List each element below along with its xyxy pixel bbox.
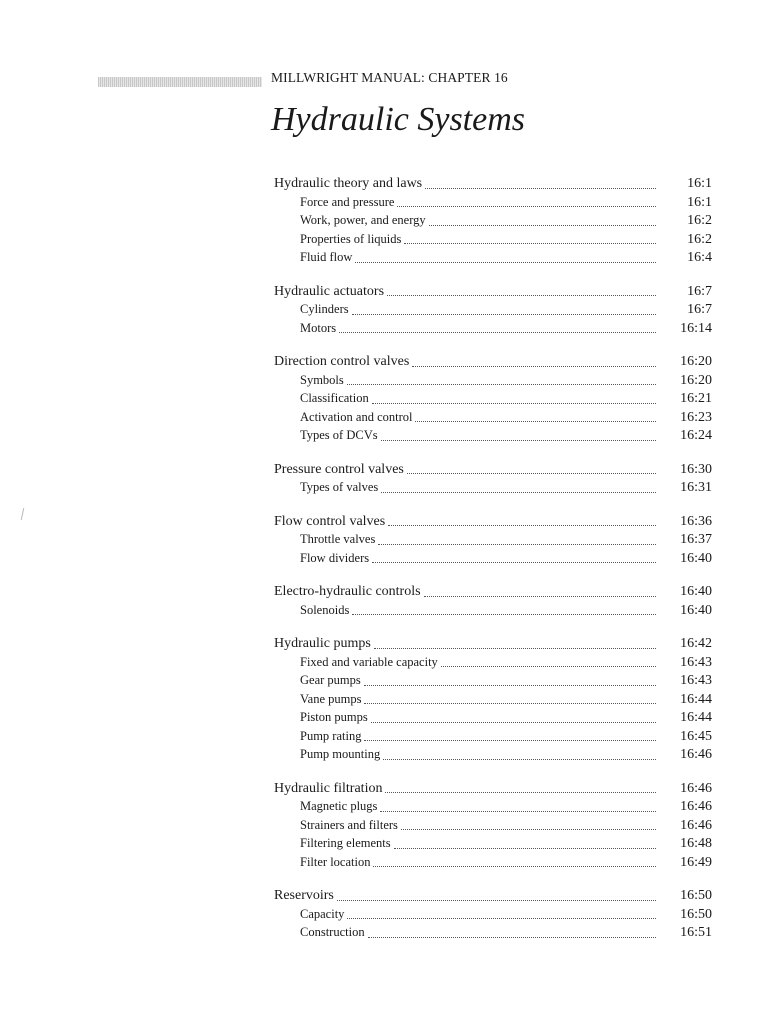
toc-section — [274, 514, 712, 570]
toc-entry — [274, 925, 712, 944]
toc-heading-page: 16:30 — [680, 461, 712, 477]
toc-entry — [274, 373, 712, 392]
dot-leader — [364, 703, 656, 704]
toc-entry-page: 16:43 — [680, 673, 712, 688]
dot-leader — [373, 866, 656, 867]
toc-heading-label: Electro-hydraulic controls — [274, 584, 421, 599]
toc-entry — [274, 836, 712, 855]
toc-entry-page: 16:49 — [680, 854, 712, 870]
toc-entry — [274, 551, 712, 570]
toc-entry — [274, 232, 712, 251]
toc-entry — [274, 250, 712, 269]
dot-leader — [394, 848, 656, 849]
toc-entry-page: 16:7 — [687, 302, 712, 317]
toc-entry-label: Symbols — [300, 372, 344, 387]
toc-entry-label: Throttle valves — [300, 532, 376, 546]
toc-entry — [274, 673, 712, 692]
toc-entry-page: 16:45 — [680, 728, 712, 744]
dot-leader — [364, 740, 656, 741]
toc-entry-page: 16:24 — [680, 428, 712, 443]
toc-entry-label: Capacity — [300, 906, 345, 921]
toc-entry — [274, 603, 712, 622]
dot-leader — [381, 492, 656, 493]
toc-section — [274, 284, 712, 340]
toc-heading-page: 16:42 — [680, 636, 712, 651]
toc-entry — [274, 729, 712, 748]
toc-entry-label: Vane pumps — [300, 691, 362, 706]
dot-leader — [355, 262, 656, 263]
toc-heading-label: Hydraulic actuators — [274, 283, 385, 299]
toc-entry — [274, 480, 712, 499]
toc-heading — [274, 584, 712, 603]
dot-leader — [425, 188, 656, 189]
toc-entry-label: Magnetic plugs — [300, 799, 378, 813]
toc-section — [274, 781, 712, 874]
dot-leader — [387, 295, 656, 296]
dot-leader — [441, 666, 656, 667]
toc-entry-label: Strainers and filters — [300, 817, 398, 832]
toc-entry — [274, 655, 712, 674]
toc-entry-page: 16:46 — [680, 817, 712, 833]
toc-section — [274, 354, 712, 447]
toc-heading-label: Pressure control valves — [274, 461, 404, 477]
toc-entry-label: Solenoids — [300, 602, 350, 617]
toc-entry — [274, 907, 712, 926]
series-header: MILLWRIGHT MANUAL: CHAPTER 16 — [271, 70, 508, 85]
toc-entry — [274, 195, 712, 214]
dot-leader — [429, 225, 656, 226]
toc-entry-label: Pump rating — [300, 728, 362, 743]
toc-entry-page: 16:2 — [687, 231, 712, 247]
toc-heading-page: 16:50 — [680, 888, 712, 903]
toc-entry — [274, 410, 712, 429]
toc-entry-page: 16:21 — [680, 391, 712, 406]
dot-leader — [385, 792, 656, 793]
dot-leader — [378, 544, 656, 545]
toc-entry — [274, 855, 712, 874]
toc-heading-label: Hydraulic theory and laws — [274, 176, 423, 191]
dot-leader — [397, 206, 656, 207]
toc-entry-label: Cylinders — [300, 302, 349, 316]
toc-entry-label: Properties of liquids — [300, 231, 402, 246]
toc-entry-page: 16:48 — [680, 836, 712, 851]
toc-entry — [274, 710, 712, 729]
dot-leader — [352, 314, 656, 315]
dot-leader — [364, 685, 656, 686]
toc-entry-label: Pump mounting — [300, 747, 381, 761]
toc-heading-label: Direction control valves — [274, 354, 410, 369]
toc-entry — [274, 321, 712, 340]
toc-heading-page: 16:46 — [680, 780, 712, 796]
toc-entry — [274, 428, 712, 447]
toc-heading — [274, 888, 712, 907]
toc-heading — [274, 284, 712, 303]
toc-entry-label: Flow dividers — [300, 550, 370, 565]
toc-entry-page: 16:51 — [680, 925, 712, 940]
toc-entry-label: Gear pumps — [300, 673, 361, 687]
toc-heading — [274, 781, 712, 800]
toc-entry — [274, 213, 712, 232]
toc-heading — [274, 514, 712, 533]
toc-entry-label: Filtering elements — [300, 836, 391, 850]
dot-leader — [372, 403, 656, 404]
toc-section — [274, 176, 712, 269]
toc-entry-label: Types of DCVs — [300, 428, 378, 442]
dot-leader — [424, 596, 656, 597]
toc-entry-label: Fluid flow — [300, 250, 353, 264]
dot-leader — [347, 918, 656, 919]
toc-entry — [274, 692, 712, 711]
dot-leader — [401, 829, 656, 830]
toc-heading-page: 16:36 — [680, 513, 712, 529]
dot-leader — [337, 900, 656, 901]
toc-heading-page: 16:1 — [687, 176, 712, 191]
toc-entry — [274, 302, 712, 321]
toc-heading — [274, 636, 712, 655]
dot-leader — [415, 421, 656, 422]
toc-entry — [274, 391, 712, 410]
toc-entry-label: Filter location — [300, 854, 371, 869]
toc-heading — [274, 354, 712, 373]
dot-leader — [380, 811, 656, 812]
toc-entry-page: 16:1 — [687, 194, 712, 210]
toc-entry-page: 16:40 — [680, 550, 712, 566]
toc-entry-page: 16:2 — [687, 213, 712, 228]
toc-entry-label: Piston pumps — [300, 710, 368, 724]
toc-entry-page: 16:46 — [680, 799, 712, 814]
toc-entry-page: 16:44 — [680, 691, 712, 707]
toc-entry-page: 16:14 — [680, 320, 712, 336]
dot-leader — [383, 759, 656, 760]
toc-entry-page: 16:50 — [680, 906, 712, 922]
toc-entry — [274, 799, 712, 818]
toc-entry-page: 16:4 — [687, 250, 712, 265]
toc-section — [274, 584, 712, 621]
toc-entry-page: 16:44 — [680, 710, 712, 725]
toc-entry-page: 16:23 — [680, 409, 712, 425]
dot-leader — [347, 384, 656, 385]
toc-heading-page: 16:40 — [680, 584, 712, 599]
toc-section — [274, 888, 712, 944]
toc-entry-label: Force and pressure — [300, 194, 395, 209]
toc-entry — [274, 818, 712, 837]
toc-section — [274, 462, 712, 499]
toc-heading-page: 16:20 — [680, 354, 712, 369]
toc-entry-label: Work, power, and energy — [300, 213, 426, 227]
toc-heading — [274, 462, 712, 481]
toc-entry-page: 16:40 — [680, 602, 712, 618]
header-tone-bar — [98, 77, 262, 87]
chapter-title: Hydraulic Systems — [271, 101, 526, 138]
toc-heading-page: 16:7 — [687, 283, 712, 299]
dot-leader — [381, 440, 656, 441]
dot-leader — [404, 243, 656, 244]
table-of-contents — [274, 176, 712, 959]
dot-leader — [374, 648, 656, 649]
toc-entry-label: Motors — [300, 320, 337, 335]
dot-leader — [352, 614, 656, 615]
dot-leader — [412, 366, 656, 367]
dot-leader — [371, 722, 656, 723]
toc-entry-label: Activation and control — [300, 409, 413, 424]
toc-entry-label: Fixed and variable capacity — [300, 654, 438, 669]
toc-entry — [274, 532, 712, 551]
dot-leader — [372, 562, 656, 563]
toc-heading-label: Reservoirs — [274, 888, 334, 903]
toc-entry-page: 16:20 — [680, 372, 712, 388]
dot-leader — [388, 525, 656, 526]
toc-entry-page: 16:37 — [680, 532, 712, 547]
toc-entry-label: Construction — [300, 925, 365, 939]
toc-entry-page: 16:43 — [680, 654, 712, 670]
toc-entry-page: 16:46 — [680, 747, 712, 762]
dot-leader — [339, 332, 656, 333]
toc-heading — [274, 176, 712, 195]
toc-entry — [274, 747, 712, 766]
toc-heading-label: Hydraulic pumps — [274, 636, 371, 651]
toc-entry-label: Types of valves — [300, 480, 379, 494]
toc-entry-label: Classification — [300, 391, 369, 405]
dot-leader — [368, 937, 656, 938]
scan-mark — [21, 508, 24, 520]
toc-heading-label: Flow control valves — [274, 513, 386, 529]
dot-leader — [407, 473, 656, 474]
toc-heading-label: Hydraulic filtration — [274, 780, 383, 796]
toc-entry-page: 16:31 — [680, 480, 712, 495]
toc-section — [274, 636, 712, 766]
